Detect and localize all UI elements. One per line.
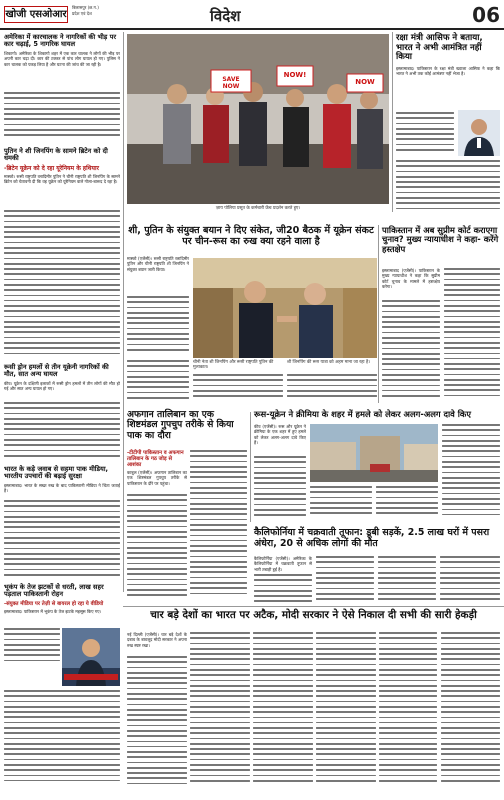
news-anchor-photo <box>62 628 120 686</box>
text-block <box>127 494 187 600</box>
text-block <box>254 456 306 522</box>
story-headline: पुतिन ने शी जिनपिंग के सामने ब्रिटेन को दी धमकी <box>4 147 108 163</box>
text-block <box>444 268 500 404</box>
text-block <box>193 374 283 402</box>
text-block <box>253 632 313 792</box>
protest-sign: SAVE NOW <box>222 76 240 90</box>
story-lead: कैलिफोर्निया (एजेंसी)। अमेरिका के कैलिफोर्निया में चक्रवाती तूफान से भारी तबाही हुई है। <box>254 556 312 572</box>
text-block <box>4 210 120 360</box>
masthead <box>0 0 504 30</box>
protest-sign: NOW <box>355 78 375 86</box>
story-subheadline: -संयुक्त मीडिया पर तेज़ी से बायरल हो रहा ये वीडियो <box>4 600 104 607</box>
text-block <box>4 690 120 790</box>
story-lead: शिकागो। अमेरिका के शिकागो शहर में एक कार चालक ने लोगों की भीड़ पर अपनी कार चढ़ा दी। कार की टक्कर से पांच लोग घायल हो गए। पुलिस ने कार चालक को पकड़ लिया है और घटना की जांच की जा रही है। <box>4 50 120 67</box>
page-number: 06 <box>472 3 500 27</box>
text-block <box>316 632 376 792</box>
story-lead: मास्को (एजेंसी)। रूसी राष्ट्रपति व्लादिमीर पुतिन और चीनी राष्ट्रपति शी जिनपिंग ने संयुक्त बयान जारी किया। <box>127 256 189 272</box>
story-lead: इस्लामाबाद (एजेंसी)। पाकिस्तान के मुख्य न्यायाधीश ने कहा कि सुप्रीम कोर्ट चुनाव के मामले में हस्तक्षेप करेगा। <box>382 268 440 290</box>
lead-story-headline: शी, पुतिन के संयुक्त बयान ने दिए संकेत, जी20 बैठक में यूक्रेन संकट पर चीन-रूस का रुख क्या रहने वाला है <box>128 225 374 247</box>
left-story-4 <box>4 466 120 499</box>
xi-putin-image <box>193 258 377 358</box>
story-lead: इस्लामाबाद। पाकिस्तान में भूकंप के तेज झटके महसूस किए गए। <box>4 608 102 614</box>
protest-image <box>127 34 389 204</box>
story-headline: रूस-यूक्रेन ने क्रीमिया के शहर में हमले को लेकर अलग-अलग दावे किए <box>254 409 471 419</box>
column-rule <box>250 412 251 522</box>
text-block <box>4 628 60 668</box>
photo-caption: शी जिनपिंग की रूस यात्रा को अहम माना जा रहा है। <box>287 360 370 365</box>
text-block <box>396 112 454 156</box>
text-block <box>379 632 437 792</box>
text-block <box>376 486 438 522</box>
crimea-street-image <box>310 424 438 482</box>
text-block <box>4 92 120 142</box>
dateline-line-1: बिलासपुर (छ.ग.) <box>72 5 99 10</box>
story-headline: रक्षा मंत्री आसिफ ने बताया, भारत ने अभी आमंत्रित नहीं किया <box>396 33 483 63</box>
photo-caption: ज़ाय पोलिया प्रसूत के कर्मचारी फ्रेंच प्रदर्शन करते हुए। <box>215 206 301 211</box>
story-lead: काबुल (एजेंसी)। अफगान तालिबान का एक शिष्टमंडल गुपचुप तरीके से पाकिस्तान के दौरे पर पहुंचा। <box>127 470 187 486</box>
story-headline: चार बड़े देशों का भारत पर अटैक, मोदी सरकार ने ऐसे निकाल दी सभी की सारी हेकड़ी <box>150 609 477 621</box>
text-block <box>254 574 312 604</box>
protest-photo <box>127 34 389 204</box>
story-headline: रूसी ड्रोन हमलों से तीन यूक्रेनी नागरिकों की मौत, सात अन्य घायल <box>4 363 109 379</box>
story-headline: पाकिस्तान में अब सुप्रीम कोर्ट कराएगा चुनाव? मुख्य न्यायाधीश ने कहा- करेंगे हस्तक्षेप <box>382 225 499 254</box>
story-lead: कीव (एजेंसी)। रूस और यूक्रेन ने क्रीमिया के एक शहर में हुए हमले को लेकर अलग-अलग दावे किए हैं। <box>254 424 306 446</box>
text-block <box>127 296 189 356</box>
story-lead: इस्लामाबाद। पाकिस्तान के रक्षा मंत्री ख्वाजा आसिफ ने कहा कि भारत ने अभी तक कोई आमंत्रण नहीं भेजा है। <box>396 65 500 77</box>
protest-sign: NOW! <box>283 71 307 79</box>
text-block <box>440 556 500 604</box>
minister-photo <box>458 110 500 156</box>
text-block <box>287 374 377 402</box>
text-block <box>4 402 120 462</box>
text-block <box>190 450 247 600</box>
story-headline: भूकंप के तेज झटकों से धरती, लाख सहर पड़ताल पाकिस्तानी रोहन <box>4 583 104 599</box>
text-block <box>441 632 500 792</box>
column-rule <box>378 225 379 403</box>
left-story-5 <box>4 584 120 623</box>
text-block <box>190 632 250 792</box>
minister-portrait <box>458 110 500 156</box>
left-story-2 <box>4 148 120 202</box>
left-story-3 <box>4 364 120 403</box>
photo-caption: चीनी नेता शी जिनपिंग और रूसी राष्ट्रपति पुतिन की मुलाकात। <box>193 360 274 371</box>
column-rule <box>123 32 124 592</box>
dateline <box>72 5 99 17</box>
divider <box>123 606 504 607</box>
story-subheadline: -ब्रिटेन यूक्रेन को दे रहा यूरेनियम के हथियार <box>4 164 99 172</box>
xi-putin-photo <box>193 258 377 358</box>
right-top-story <box>396 34 500 88</box>
text-block <box>442 424 500 522</box>
story-lead: इस्लामाबाद। भारत के सख्त रुख के बाद पाकिस्तानी मीडिया ने चिंता जताई है। <box>4 482 120 494</box>
story-lead: नई दिल्ली (एजेंसी)। चार बड़े देशों के दबाव के बावजूद मोदी सरकार ने अपना रुख स्पष्ट रखा। <box>127 632 187 648</box>
text-block <box>396 160 500 216</box>
story-headline: अमेरिका में कारचालक ने नागरिकों की भीड़ पर कार चढ़ाई, 5 नागरिक घायल <box>4 33 117 49</box>
crimea-photo <box>310 424 438 482</box>
story-headline: कैलिफोर्निया में चक्रवाती तूफान: डूबी सड़कें, 2.5 लाख घरों में पसरा अंधेरा, 20 से अधिक लोगों की मौत <box>254 527 490 549</box>
text-block <box>382 300 440 404</box>
story-lead: मास्को। रूसी राष्ट्रपति व्लादिमीर पुतिन ने चीनी राष्ट्रपति शी जिनपिंग के सामने ब्रिटेन को चेतावनी दी कि वह यूक्रेन को यूरेनियम वाले गोला-बारूद दे रहा है। <box>4 173 120 185</box>
text-block <box>127 360 189 402</box>
story-headline: भारत के कड़े जवाब से सहमा पाक मीडिया, भारतीय उपचारों की बढ़ाई सुरक्षा <box>4 465 109 481</box>
news-anchor-image <box>62 628 120 686</box>
text-block <box>378 556 436 604</box>
text-block <box>316 556 374 604</box>
text-block <box>127 656 187 792</box>
story-headline: अफगान तालिबान का एक शिष्टमंडल गुपचुप तरीके से किया पाक का दौरा <box>127 409 234 441</box>
story-subheadline: -टीटीपी पाकिस्तान व अफगान तालिबान के गठ जोड़ से आशंका <box>127 450 184 469</box>
column-rule <box>392 32 393 212</box>
text-block <box>310 486 372 522</box>
text-block <box>4 500 120 580</box>
story-lead: कीव। यूक्रेन के दक्षिणी इलाकों में रूसी ड्रोन हमलों में तीन लोगों की मौत हो गई और सात अन्य घायल हो गए। <box>4 380 120 392</box>
dateline-line-2: प्रदेश एवं देश <box>72 11 92 16</box>
section-title: विदेश <box>210 7 241 25</box>
brand-logo: खोजी एसओआर <box>4 6 68 23</box>
